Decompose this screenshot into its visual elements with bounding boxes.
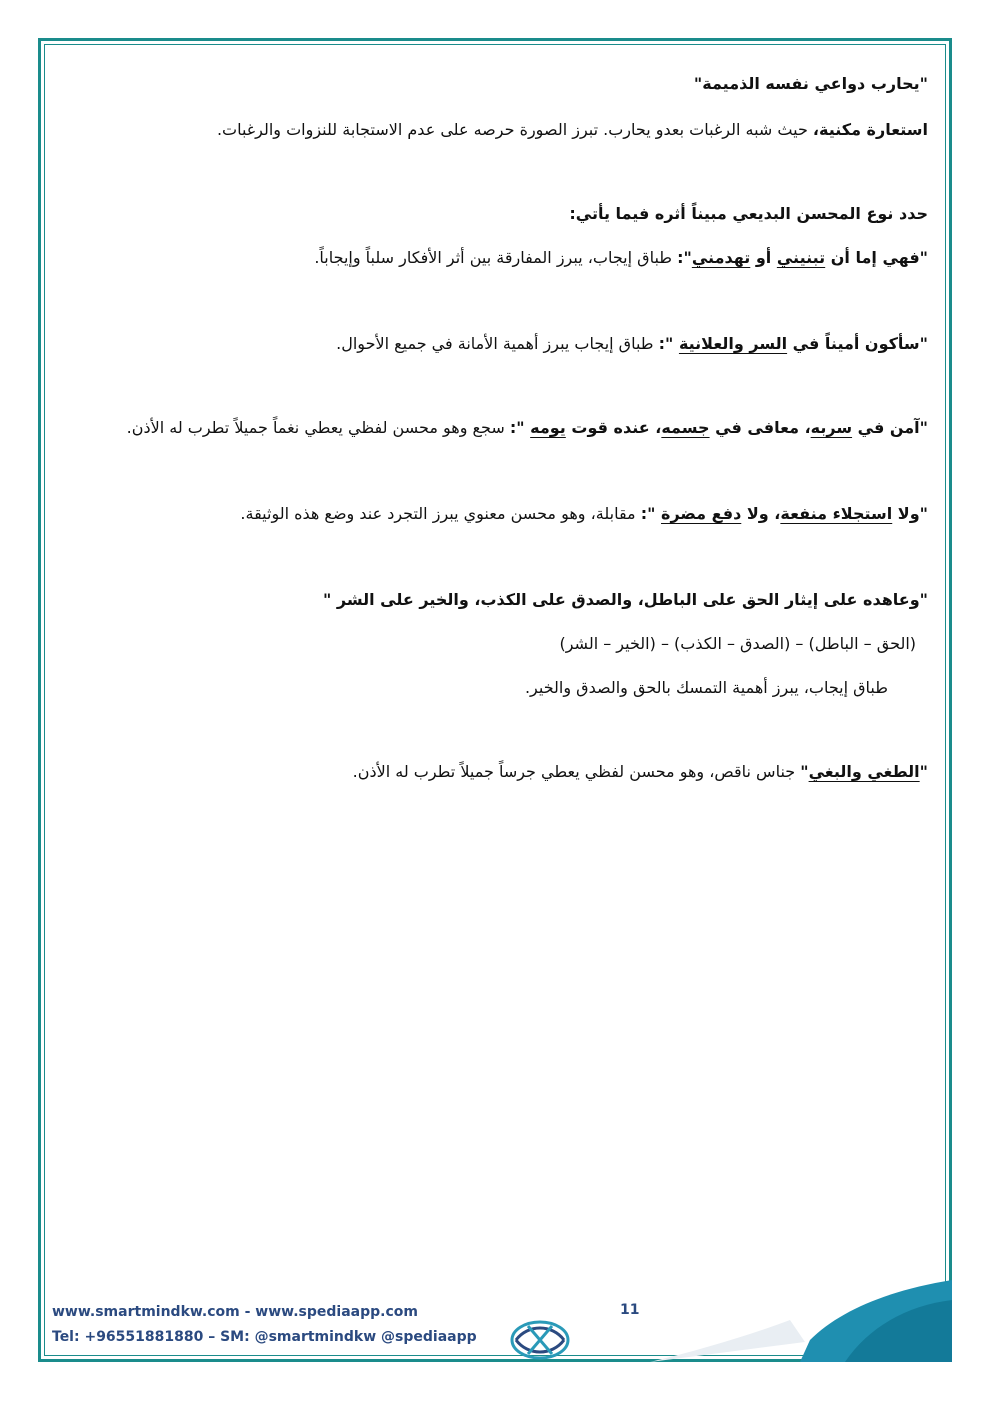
item-2-quote-start: "سأكون أميناً في (787, 334, 928, 353)
item-1-word-2: تهدمني (691, 248, 751, 267)
answer-1 (217, 116, 928, 144)
answer-1-term: استعارة مكنية، (812, 120, 928, 139)
item-4-words-2: دفع مضرة (661, 504, 742, 523)
item-3-quote-end: ": (509, 418, 531, 437)
item-5-answer: طباق إيجاب، يبرز أهمية التمسك بالحق والصدق والخير. (524, 678, 888, 697)
item-1-quote-end: ": (677, 248, 692, 267)
item-1 (314, 244, 928, 272)
item-4-mid: ، ولا (741, 504, 781, 523)
item-6-quote-end: " (800, 762, 809, 781)
item-3-quote-start: "آمن في (852, 418, 928, 437)
item-3-word-3: يومه (530, 418, 566, 437)
item-2 (336, 330, 928, 358)
item-3-mid-2: ، عنده قوت (565, 418, 662, 437)
item-2-answer: طباق إيجاب يبرز أهمية الأمانة في جميع الأحوال. (336, 334, 659, 353)
item-2-quote-end: ": (658, 334, 679, 353)
item-4-quote-start: "ولا (892, 504, 928, 523)
item-5-pairs: (الحق – الباطل) – (الصدق – الكذب) – (الخير – الشر) (559, 634, 916, 653)
item-4-words-1: استجلاء منفعة (780, 504, 893, 523)
item-1-answer: طباق إيجاب، يبرز المفارقة بين أثر الأفكار سلباً وإيجاباً. (314, 248, 678, 267)
brain-logo-icon (508, 1318, 572, 1362)
footer-phone-social: Tel: +96551881880 – SM: @smartmindkw @spediaapp (52, 1329, 477, 1345)
item-1-quote-start: "فهي إما أن (825, 248, 928, 267)
quote-heading-1: "يحارب دواعي نفسه الذميمة" (693, 74, 928, 93)
item-3-word-2: جسمه (661, 418, 710, 437)
item-1-conj: أو (750, 248, 777, 267)
footer-websites: www.smartmindkw.com - www.spediaapp.com (52, 1304, 418, 1320)
item-6-words: الطغي والبغي (808, 762, 920, 781)
item-6 (353, 758, 928, 786)
item-3-answer: سجع وهو محسن لفظي يعطي نغماً جميلاً تطرب له الأذن. (126, 418, 510, 437)
question-heading: حدد نوع المحسن البديعي مبيناً أثره فيما يأتي: (569, 204, 928, 223)
item-6-answer: جناس ناقص، وهو محسن لفظي يعطي جرساً جميلاً تطرب له الأذن. (352, 762, 801, 781)
item-3 (127, 414, 928, 442)
item-2-words: السر والعلانية (678, 334, 788, 353)
item-3-word-1: سربه (810, 418, 853, 437)
footer-wave-decoration (640, 1280, 952, 1362)
item-4-quote-end: ": (640, 504, 662, 523)
footer-contact (52, 1300, 477, 1350)
item-6-quote-start: " (919, 762, 928, 781)
item-3-mid-1: ، معافى في (709, 418, 811, 437)
page-number: 11 (620, 1302, 640, 1318)
item-4 (240, 500, 928, 528)
item-1-word-1: تبنيني (776, 248, 826, 267)
item-5-quote: "وعاهده على إيثار الحق على الباطل، والصدق على الكذب، والخير على الشر " (322, 590, 928, 609)
item-4-answer: مقابلة، وهو محسن معنوي يبرز التجرد عند وضع هذه الوثيقة. (240, 504, 641, 523)
answer-1-text: حيث شبه الرغبات بعدو يحارب. تبرز الصورة حرصه على عدم الاستجابة للنزوات والرغبات. (216, 120, 813, 139)
